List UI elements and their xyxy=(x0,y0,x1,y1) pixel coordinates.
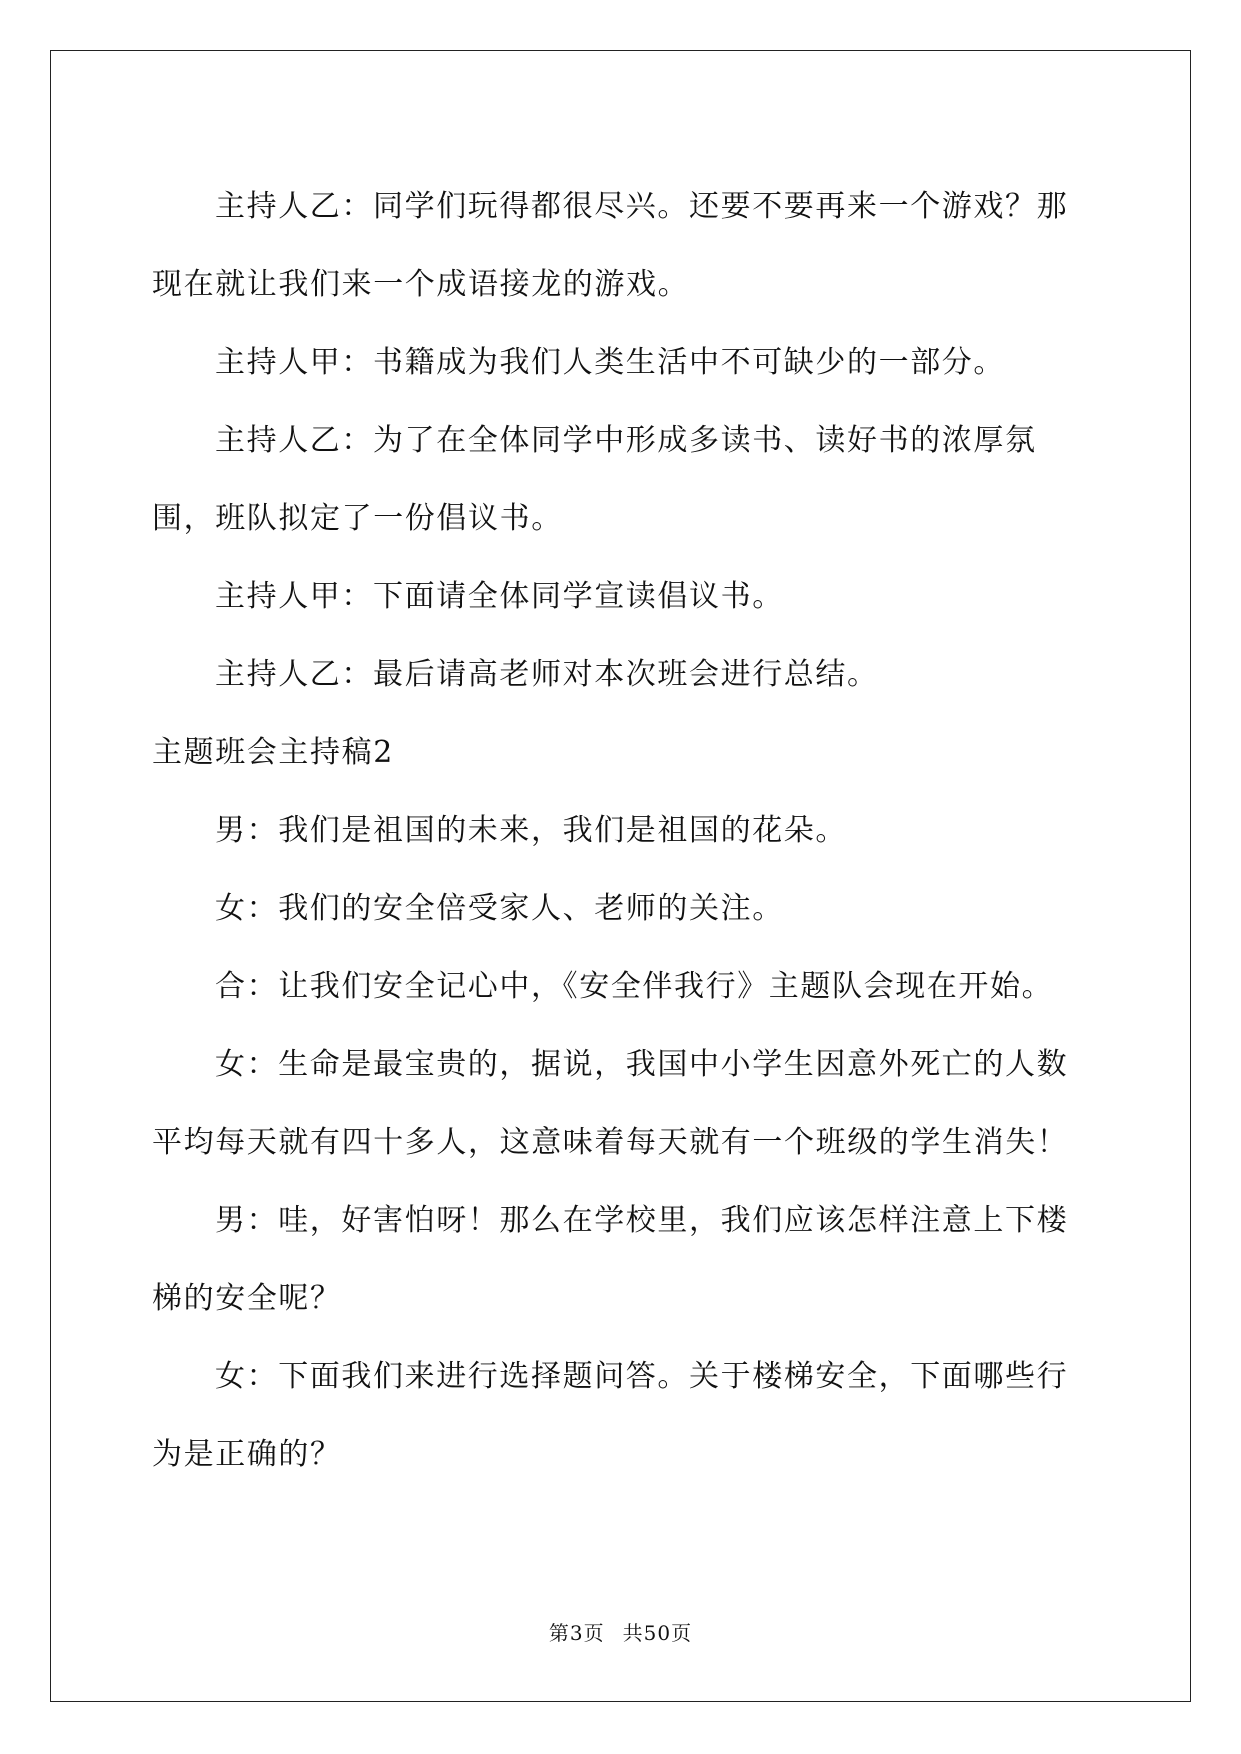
section-heading: 主题班会主持稿2 xyxy=(152,735,394,770)
paragraph: 主持人甲：书籍成为我们人类生活中不可缺少的一部分。 xyxy=(215,345,1005,380)
paragraph: 主持人甲：下面请全体同学宣读倡议书。 xyxy=(215,579,784,614)
paragraph: 女：生命是最宝贵的，据说，我国中小学生因意外死亡的人数平均每天就有四十多人，这意味着每天就有一个班级的学生消失！ xyxy=(152,1047,1069,1160)
page-footer xyxy=(0,1617,1241,1646)
paragraph: 主持人乙：最后请高老师对本次班会进行总结。 xyxy=(215,657,879,692)
paragraph: 主持人乙：为了在全体同学中形成多读书、读好书的浓厚氛围，班队拟定了一份倡议书。 xyxy=(152,423,1037,536)
paragraph: 主持人乙：同学们玩得都很尽兴。还要不要再来一个游戏？那现在就让我们来一个成语接龙的游戏。 xyxy=(152,189,1069,302)
paragraph: 男：我们是祖国的未来，我们是祖国的花朵。 xyxy=(215,813,847,848)
document-body xyxy=(152,168,1096,1494)
paragraph: 女：下面我们来进行选择题问答。关于楼梯安全，下面哪些行为是正确的？ xyxy=(152,1359,1069,1472)
paragraph: 男：哇，好害怕呀！那么在学校里，我们应该怎样注意上下楼梯的安全呢？ xyxy=(152,1203,1069,1316)
paragraph: 合：让我们安全记心中，《安全伴我行》主题队会现在开始。 xyxy=(215,969,1054,1004)
paragraph: 女：我们的安全倍受家人、老师的关注。 xyxy=(215,891,784,926)
page-number: 第3页 xyxy=(548,1621,605,1645)
page-total: 共50页 xyxy=(622,1621,693,1645)
